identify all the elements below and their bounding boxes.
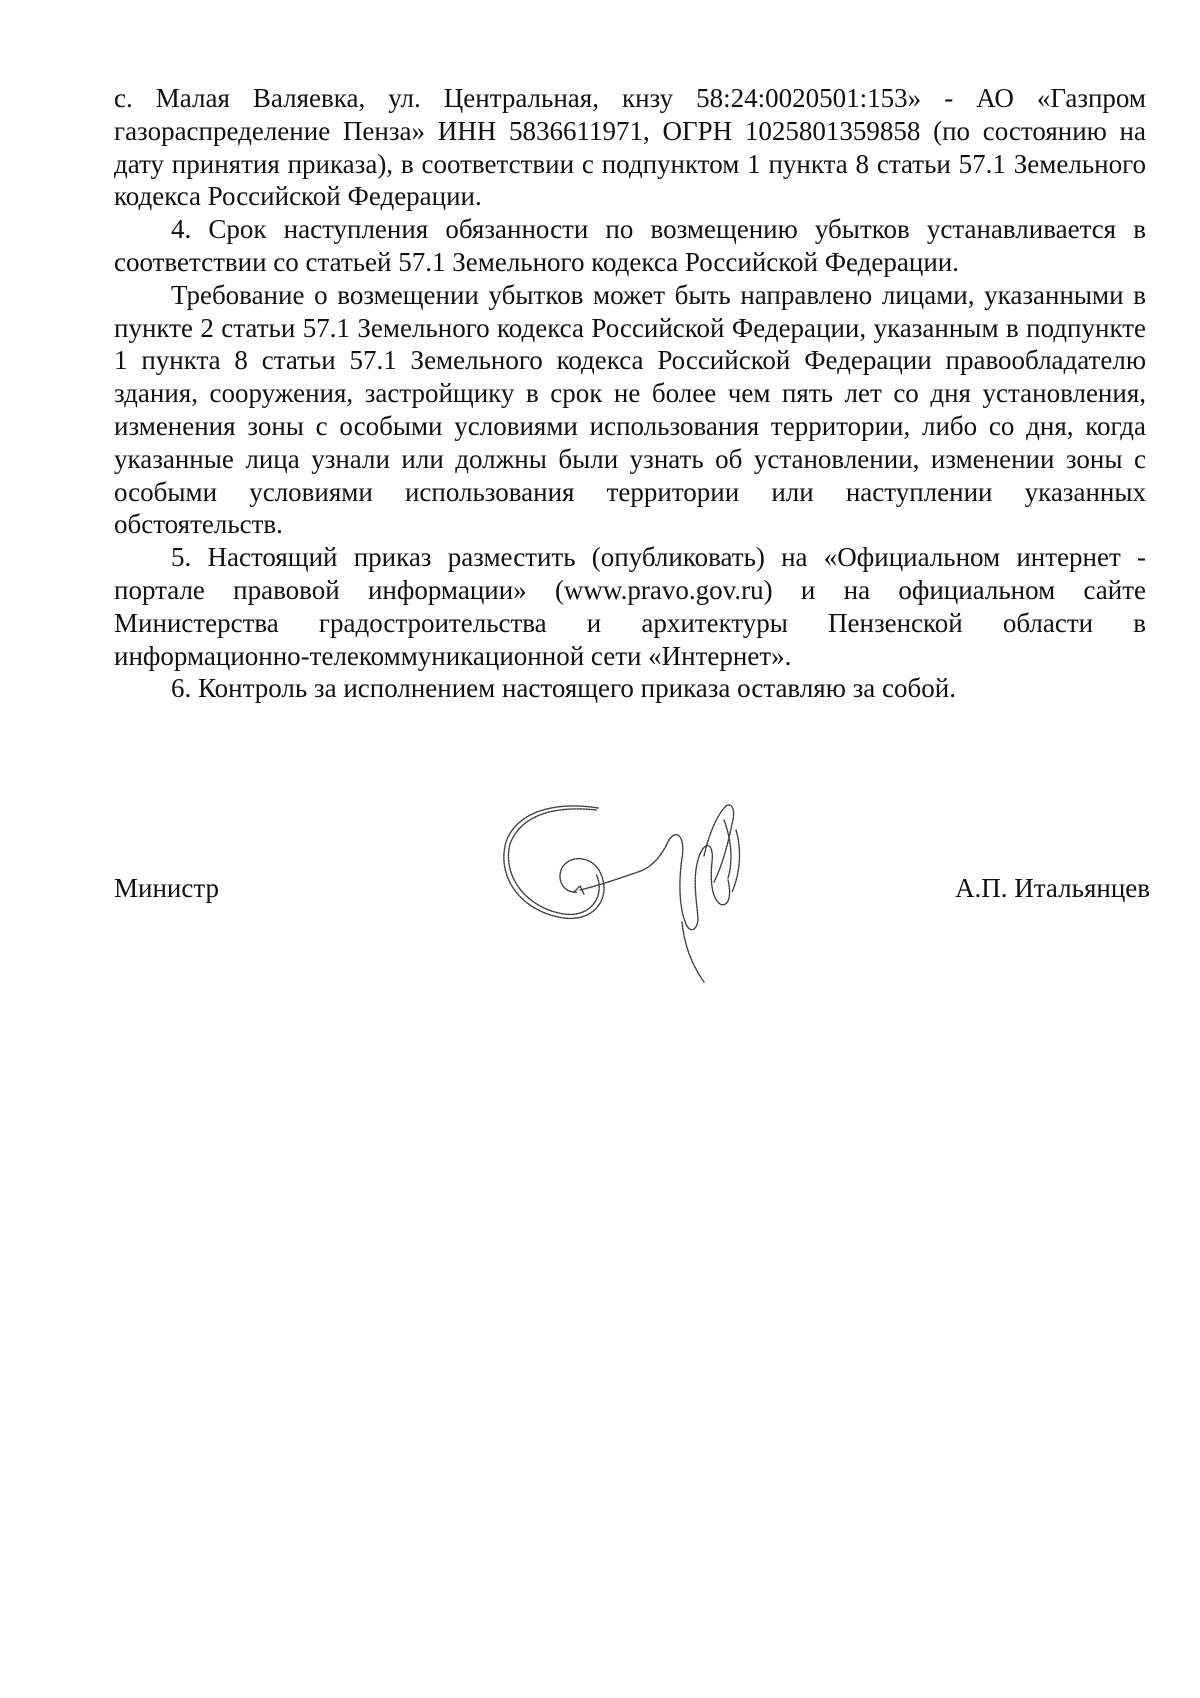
- paragraph-damages-requirement: Требование о возмещении убытков может быть направлено лицами, указанными в пункте 2 статьи 57.1 Земельного кодекса Российской Федерации, указанным в подпункте 1 пункта 8 статьи 57.1 Земельного кодекса Российской Федерации правообладателю здания, сооружения, застройщику в срок не более чем пять лет со дня установления, изменения зоны с особыми условиями использования территории, либо со дня, когда указанные лица узнали или должны были узнать об установлении, изменении зоны с особыми условиями использования территории или наступлении указанных обстоятельств.: [114, 279, 1146, 540]
- paragraph-item-5: 5. Настоящий приказ разместить (опубликовать) на «Официальном интернет - портале правовой информации» (www.pravo.gov.ru) и на официальном сайте Министерства градостроительства и архитектуры Пензенской области в информационно-телекоммуникационной сети «Интернет».: [114, 542, 1146, 671]
- order-text: [114, 82, 1146, 705]
- signer-name: А.П. Итальянцев: [955, 873, 1150, 903]
- signer-position: Министр: [114, 873, 219, 903]
- paragraph-item-6: 6. Контроль за исполнением настоящего приказа оставляю за собой.: [171, 673, 956, 704]
- paragraph-continuation: с. Малая Валяевка, ул. Центральная, кнзу 58:24:0020501:153» - АО «Газпром газораспределение Пенза» ИНН 5836611971, ОГРН 1025801359858 (по состоянию на дату принятия приказа), в соответствии с подпунктом 1 пункта 8 статьи 57.1 Земельного кодекса Российской Федерации.: [114, 83, 1146, 212]
- handwritten-signature: [500, 800, 770, 985]
- paragraph-item-4: 4. Срок наступления обязанности по возмещению убытков устанавливается в соответствии со статьей 57.1 Земельного кодекса Российской Федерации.: [114, 214, 1146, 277]
